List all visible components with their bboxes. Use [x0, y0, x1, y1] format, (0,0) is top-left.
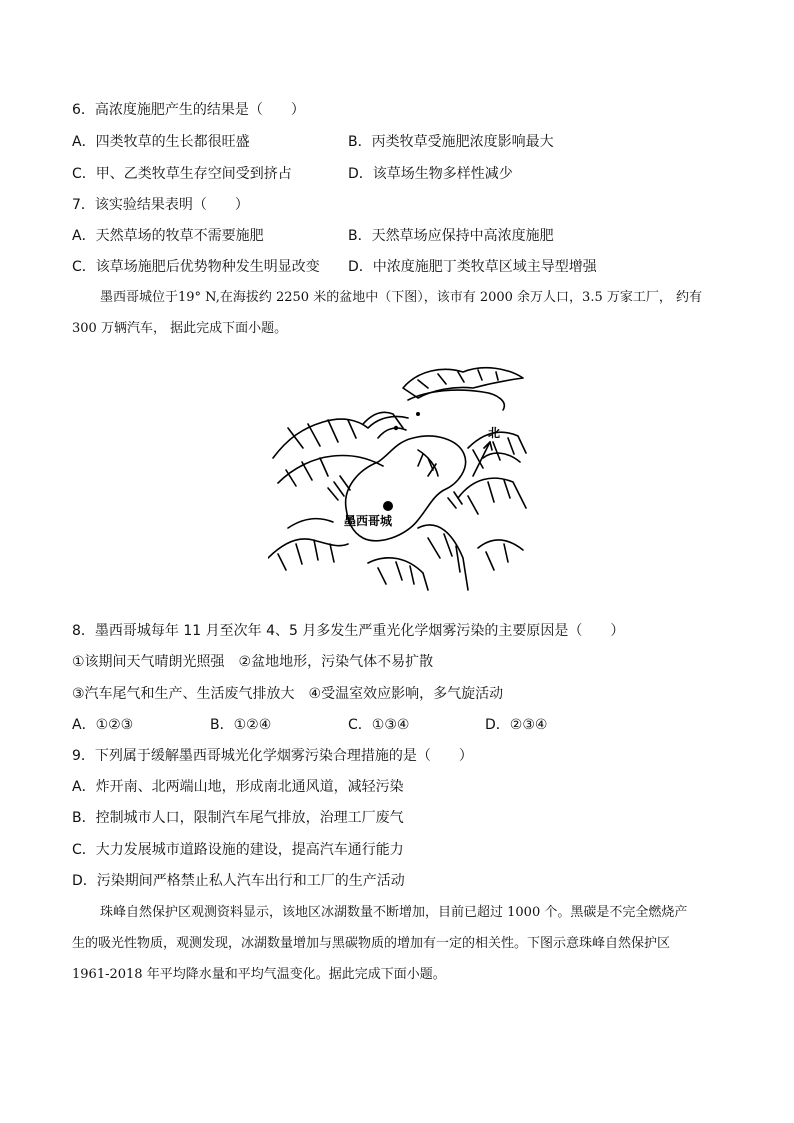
q7-stem: 7．该实验结果表明（ ） [72, 197, 249, 213]
q8-option-a: A．①②③ [72, 717, 134, 733]
passage-everest-line-1: 珠峰自然保护区观测资料显示，该地区冰湖数量不断增加，目前已超过 1000 个。黑碳是不完全燃烧产 [100, 905, 688, 920]
mexico-city-basin-map [268, 358, 528, 594]
q8-stem: 8．墨西哥城每年 11 月至次年 4、5 月多发生严重光化学烟雾污染的主要原因是（ ） [72, 623, 625, 639]
q8-statement-1-2: ①该期间天气晴朗光照强 ②盆地地形，污染气体不易扩散 [72, 654, 434, 670]
q7-option-b: B．天然草场应保持中高浓度施肥 [348, 228, 554, 244]
north-label: 北 [488, 426, 501, 440]
q9-option-d: D．污染期间严格禁止私人汽车出行和工厂的生产活动 [72, 873, 405, 889]
q8-statement-3-4: ③汽车尾气和生产、生活废气排放大 ④受温室效应影响，多气旋活动 [72, 686, 504, 702]
passage-mexico-line-2: 300 万辆汽车， 据此完成下面小题。 [72, 321, 288, 336]
q8-option-b: B．①②④ [210, 717, 272, 733]
q6-option-d: D．该草场生物多样性减少 [348, 166, 513, 182]
q9-stem: 9．下列属于缓解墨西哥城光化学烟雾污染合理措施的是（ ） [72, 748, 473, 764]
q9-option-b: B．控制城市人口，限制汽车尾气排放，治理工厂废气 [72, 810, 404, 826]
q9-option-c: C．大力发展城市道路设施的建设，提高汽车通行能力 [72, 842, 404, 858]
q7-option-d: D．中浓度施肥丁类牧草区域主导型增强 [348, 259, 597, 275]
q6-option-c: C．甲、乙类牧草生存空间受到挤占 [72, 166, 292, 182]
basin-sketch-svg [268, 358, 528, 594]
q7-option-c: C．该草场施肥后优势物种发生明显改变 [72, 259, 320, 275]
q6-option-a: A．四类牧草的生长都很旺盛 [72, 134, 250, 150]
passage-mexico-line-1: 墨西哥城位于19° N,在海拔约 2250 米的盆地中（下图），该市有 2000 余万人口，3.5 万家工厂， 约有 [100, 290, 702, 305]
q6-stem: 6．高浓度施肥产生的结果是（ ） [72, 102, 305, 118]
q8-option-c: C．①③④ [348, 717, 410, 733]
city-label: 墨西哥城 [344, 514, 393, 528]
q8-option-d: D．②③④ [485, 717, 548, 733]
passage-everest-line-2: 生的吸光性物质，观测发现，冰湖数量增加与黑碳物质的增加有一定的相关性。下图示意珠峰自然保护区 [72, 936, 671, 951]
mexico-city-dot [383, 501, 393, 511]
passage-everest-line-3: 1961-2018 年平均降水量和平均气温变化。据此完成下面小题。 [72, 967, 446, 982]
q9-option-a: A．炸开南、北两端山地，形成南北通风道，减轻污染 [72, 779, 404, 795]
q6-option-b: B．丙类牧草受施肥浓度影响最大 [348, 134, 554, 150]
q7-option-a: A．天然草场的牧草不需要施肥 [72, 228, 264, 244]
